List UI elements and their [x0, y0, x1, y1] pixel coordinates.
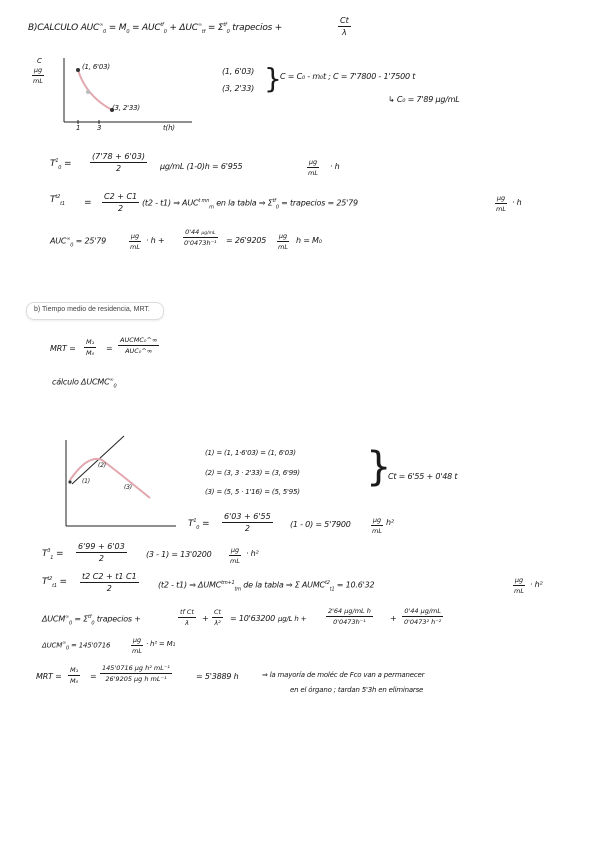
t01-label-text: T: [50, 159, 56, 169]
plot1-curve: [78, 70, 112, 110]
aucm-line-f4-num: 0'44 μg/mL: [404, 607, 441, 615]
t12-rest-sup: t mn: [198, 198, 210, 204]
aucm-line-frac4: [402, 607, 443, 626]
t13-label-text: T: [42, 549, 48, 559]
t13-unit-rest: · h²: [246, 549, 259, 558]
t01b-sup: 1: [193, 518, 197, 524]
plot2-axes: [58, 432, 198, 532]
t12b-fraction: [80, 572, 139, 593]
t12b-rest2-sup: t2: [324, 580, 330, 586]
t12-unit-den: mL: [496, 205, 506, 213]
aucm-line-sub: 0: [69, 620, 72, 627]
mrt-final-f1-num: M₁: [70, 666, 79, 674]
t13-rest: (3 - 1) = 13'0200: [146, 550, 212, 559]
plot2-label-3: (3): [124, 484, 132, 491]
aucm-total-eq: = 145'0716: [71, 641, 111, 650]
auc-heading-text: B)CALCULO AUC: [28, 23, 100, 33]
t01-label: [50, 158, 71, 171]
auc-line-tail: h = M₀: [296, 236, 322, 245]
calc-aucmc-sub: 0: [113, 383, 117, 390]
aucm-total-label: [42, 640, 110, 652]
t13-unit: [228, 546, 242, 565]
aucm-line-label: [42, 614, 141, 626]
points-block-brace: }: [264, 62, 282, 95]
t12b-rest-sub: tm: [234, 586, 241, 593]
t12-fraction: [102, 192, 139, 213]
plot1-y-unit-c: C: [37, 57, 42, 65]
t12-rest: [142, 198, 358, 210]
auc-line-sub: 0: [70, 242, 74, 249]
section-b-bubble: [26, 302, 164, 320]
aucm-total-unit-num: μg: [132, 636, 142, 644]
aucm-line-frac3: [326, 607, 373, 626]
aucm-line-eq-sub: 0: [91, 620, 95, 627]
t01b-unit: [370, 516, 384, 535]
t01-eq: =: [63, 159, 72, 169]
plot1-y-unit: [31, 66, 45, 85]
auc-line-fraction: [182, 228, 219, 247]
t12b-rest-sup: tm+1: [221, 580, 235, 586]
calc-aucmc: [52, 377, 116, 389]
t13-num: 6'99 + 6'03: [78, 542, 125, 551]
aucm-line-f2-num: Ct: [214, 608, 222, 616]
auc-heading-sub2: 0: [163, 28, 167, 35]
mrt-def-frac1-den: M₀: [86, 349, 95, 357]
t01b-num: 6'03 + 6'55: [224, 512, 271, 521]
plot1-y-unit-num: μg: [33, 66, 43, 74]
auc-heading-sub4: 0: [226, 28, 230, 35]
t12-unit: [494, 194, 508, 213]
t13-eq: =: [55, 549, 64, 559]
auc-line-unit2-den: mL: [278, 243, 288, 251]
t12b-sub: t1: [52, 582, 57, 589]
points2-eq: Ct = 6'55 + 0'48 t: [388, 472, 458, 481]
aucm-total-label-text: ΔUCM: [42, 641, 63, 650]
mrt-def-label: MRT =: [50, 344, 76, 353]
aucm-line-plus2: +: [390, 614, 397, 623]
t01b-label-text: T: [188, 519, 194, 529]
t01-sub: 0: [58, 164, 62, 171]
auc-heading-fraction: [338, 16, 351, 37]
t01-unit-rest: · h: [330, 162, 340, 171]
auc-heading-eq2: = AUC: [131, 23, 161, 33]
t12-rest2-sub: 0: [275, 204, 279, 211]
aucm-line-f4-den: 0'0473² h⁻²: [404, 618, 442, 626]
mrt-def-frac1: [84, 338, 96, 357]
t12b-label: [42, 576, 67, 589]
aucm-total-unit-den: mL: [132, 647, 142, 655]
t01-unit-num: μg: [308, 158, 318, 166]
auc-line-frac-num: 0'44: [185, 228, 200, 236]
aucm-line-f3-den: 0'0473h⁻¹: [333, 618, 366, 626]
plot1-point-1: [76, 68, 80, 72]
t01-unit-den: mL: [308, 169, 318, 177]
plot1-x-label: t(h): [163, 124, 175, 132]
t13-label: [42, 548, 63, 561]
t13-den: 2: [98, 554, 104, 563]
mrt-final-eq: =: [90, 672, 97, 681]
points2-p3: (3) = (5, 5 · 1'16) = (5, 5'95): [205, 488, 300, 496]
plot2-label-2: (2): [98, 462, 106, 469]
t13-sup: 3: [47, 548, 51, 554]
t12-num: C2 + C1: [104, 192, 138, 201]
mrt-def-frac1-num: M₁: [86, 338, 95, 346]
auc-line-frac-num-wrap: [183, 228, 217, 238]
aucm-line-unit: μg/L h +: [278, 615, 307, 623]
t12-rest-sub: m: [209, 204, 214, 211]
auc-line-unit2-num: μg: [278, 232, 288, 240]
t12b-rest3: = 10.6'32: [336, 580, 375, 590]
plot1-point-mid: [86, 90, 90, 94]
auc-line-sup: ∞: [66, 236, 71, 242]
points-block-eq: C = C₀ - m₀t ; C = 7'7800 - 1'7500 t: [280, 72, 416, 81]
section-b-bubble-text: b) Tiempo medio de residencia, MRT.: [34, 306, 150, 313]
aucm-line-plus: +: [202, 614, 209, 623]
t01b-unit-den: mL: [372, 527, 382, 535]
t12b-rest: [158, 580, 374, 592]
t12b-num: t2 C2 + t1 C1: [82, 572, 137, 581]
auc-heading-sup4: tf: [223, 22, 227, 28]
plot1-axes: [52, 52, 202, 132]
calc-aucmc-sup: ∞: [109, 377, 114, 383]
t12-eq: =: [84, 198, 92, 208]
t01-unit: [306, 158, 320, 177]
mrt-final-comment2: en el órgano ; tardan 5'3h en eliminarse: [290, 686, 424, 694]
t12-label: [50, 194, 65, 207]
calc-aucmc-text: cálculo ΔUCMC: [52, 377, 110, 387]
plot2-regression-line: [72, 436, 124, 484]
t01b-eq: =: [201, 519, 210, 529]
points2-p1: (1) = (1, 1·6'03) = (1, 6'03): [205, 449, 296, 457]
auc-heading-frac-den: λ: [342, 28, 347, 37]
t12b-den: 2: [106, 584, 112, 593]
points2-p2: (2) = (3, 3 · 2'33) = (3, 6'99): [205, 469, 300, 477]
t01-num: (7'78 + 6'03): [92, 152, 145, 161]
mrt-final-f2-num: 145'0716 μg h² mL⁻¹: [102, 664, 170, 672]
auc-heading-plus: + ΔUC: [169, 23, 198, 33]
t12-rest3: = trapecios = 25'79: [281, 198, 358, 208]
points2-brace: }: [366, 444, 392, 490]
aucm-line-f1-den: λ: [185, 619, 189, 627]
aucm-total-tail: · h² = M₁: [146, 640, 176, 648]
auc-line-eq: = 25'79: [75, 236, 107, 246]
t12-sup: t2: [55, 194, 61, 200]
auc-line-mid: · h +: [146, 236, 165, 245]
t12b-label-text: T: [42, 577, 48, 587]
t12-label-text: T: [50, 195, 56, 205]
mrt-def-eq: =: [106, 344, 113, 353]
auc-heading-eq3: = Σ: [207, 23, 224, 33]
mrt-def-frac2-den: AUC₀^∞: [125, 347, 153, 355]
auc-heading-m0-sub: 0: [126, 28, 130, 35]
t01b-fraction: [222, 512, 273, 533]
mrt-final-comment1: ⇒ la mayoría de moléc de Fco van a permanecer: [262, 671, 425, 679]
t12-unit-num: μg: [496, 194, 506, 202]
t12b-rest2-sub: t1: [329, 586, 335, 593]
auc-line-label: [50, 236, 106, 248]
mrt-def-frac2-num: AUCMC₀^∞: [120, 336, 158, 344]
aucm-total-sup: ∞: [62, 640, 67, 646]
t12-sub: t1: [60, 200, 65, 207]
mrt-final-f2-den: 26'9205 μg h mL⁻¹: [105, 675, 167, 683]
t12b-unit-rest: · h²: [530, 580, 543, 589]
t01-fraction: [90, 152, 147, 173]
points-block-p1: (1, 6'03): [222, 67, 255, 76]
mrt-final-f1-den: M₀: [70, 677, 79, 685]
t12b-unit: [512, 576, 526, 595]
aucm-line-sup: ∞: [65, 614, 69, 620]
t12-rest2: en la tabla ⇒ Σ: [216, 198, 273, 208]
auc-heading: [28, 22, 282, 35]
aucm-line-eq: = Σ: [74, 614, 89, 624]
aucm-total-unit: [130, 636, 144, 655]
t12b-unit-num: μg: [514, 576, 524, 584]
auc-line-unit2: [276, 232, 290, 251]
auc-line-unit-den: mL: [130, 243, 140, 251]
t01b-unit-rest: h²: [386, 518, 394, 527]
t01b-rest: (1 - 0) = 5'7900: [290, 520, 351, 529]
t01b-den: 2: [244, 524, 250, 533]
auc-line-unit-num: μg: [130, 232, 140, 240]
t01-sup: 1: [55, 158, 59, 164]
auc-line-label-text: AUC: [50, 236, 67, 246]
aucm-line-label-text: ΔUCM: [42, 614, 66, 624]
aucm-line-frac2: [212, 608, 223, 627]
t01-rest: μg/mL (1-0)h = 6'955: [160, 162, 243, 171]
t01b-label: [188, 518, 209, 531]
auc-heading-sub: 0: [103, 28, 107, 35]
t01b-unit-num: μg: [372, 516, 382, 524]
auc-heading-sub3: tf: [201, 28, 206, 35]
aucm-line-trap: trapecios +: [96, 614, 141, 624]
auc-line-eq2: = 26'9205: [226, 236, 267, 245]
points-block-c0: ↳ C₀ = 7'89 μg/mL: [388, 95, 460, 104]
auc-heading-m0: = M: [108, 23, 127, 33]
auc-heading-sup2: tf: [160, 22, 164, 28]
t13-unit-den: mL: [230, 557, 240, 565]
auc-heading-sup3: ∞: [197, 22, 202, 28]
plot2-label-1: (1): [82, 478, 90, 485]
t12b-unit-den: mL: [514, 587, 524, 595]
plot1-xtick1-label: 1: [76, 124, 81, 132]
t13-fraction: [76, 542, 127, 563]
t12b-rest-text: (t2 - t1) ⇒ ΔUMC: [158, 580, 222, 590]
mrt-final-label: MRT =: [36, 672, 62, 681]
mrt-final-frac1: [68, 666, 80, 685]
mrt-def-frac2: [118, 336, 159, 355]
auc-heading-sup: ∞: [99, 22, 104, 28]
aucm-line-eq-sup: tf: [88, 614, 92, 620]
t13-unit-num: μg: [230, 546, 240, 554]
aucm-line-eq2: = 10'63200: [230, 614, 276, 623]
plot2-point-origin: [68, 480, 71, 483]
plot1-point1-label: (1, 6'03): [82, 63, 110, 71]
aucm-line-f2-den: λ²: [214, 619, 221, 627]
t01b-sub: 0: [196, 524, 200, 531]
t13-sub: 1: [50, 554, 54, 561]
t12b-eq: =: [59, 577, 67, 587]
mrt-final-result: = 5'3889 h: [196, 672, 239, 681]
t12-unit-rest: · h: [512, 198, 522, 207]
auc-heading-trap: trapecios +: [232, 23, 283, 33]
auc-line-frac-num-unit: μg/mL: [201, 231, 216, 236]
auc-line-frac-den: 0'0473h⁻¹: [184, 239, 217, 247]
aucm-line-frac1: [178, 608, 196, 627]
t12b-sup: t2: [47, 576, 53, 582]
t01-den: 2: [115, 164, 122, 173]
t12-rest-text: (t2 - t1) ⇒ AUC: [142, 198, 199, 208]
aucm-line-f1-num: tf Ct: [180, 608, 194, 616]
aucm-total-sub: 0: [66, 645, 69, 652]
t12-rest2-sup: tf: [272, 198, 276, 204]
auc-heading-frac-num: Ct: [340, 16, 349, 25]
t12-den: 2: [118, 204, 124, 213]
auc-line-unit: [128, 232, 142, 251]
points-block-p2: (3, 2'33): [222, 84, 255, 93]
plot1-y-unit-den: mL: [33, 77, 43, 85]
mrt-final-frac2: [100, 664, 172, 683]
t12b-rest2: de la tabla ⇒ Σ AUMC: [243, 580, 325, 590]
plot1-point2-label: (3, 2'33): [112, 104, 140, 112]
aucm-line-f3-num: 2'64 μg/mL h: [328, 607, 371, 615]
plot1-xtick2-label: 3: [97, 124, 102, 132]
